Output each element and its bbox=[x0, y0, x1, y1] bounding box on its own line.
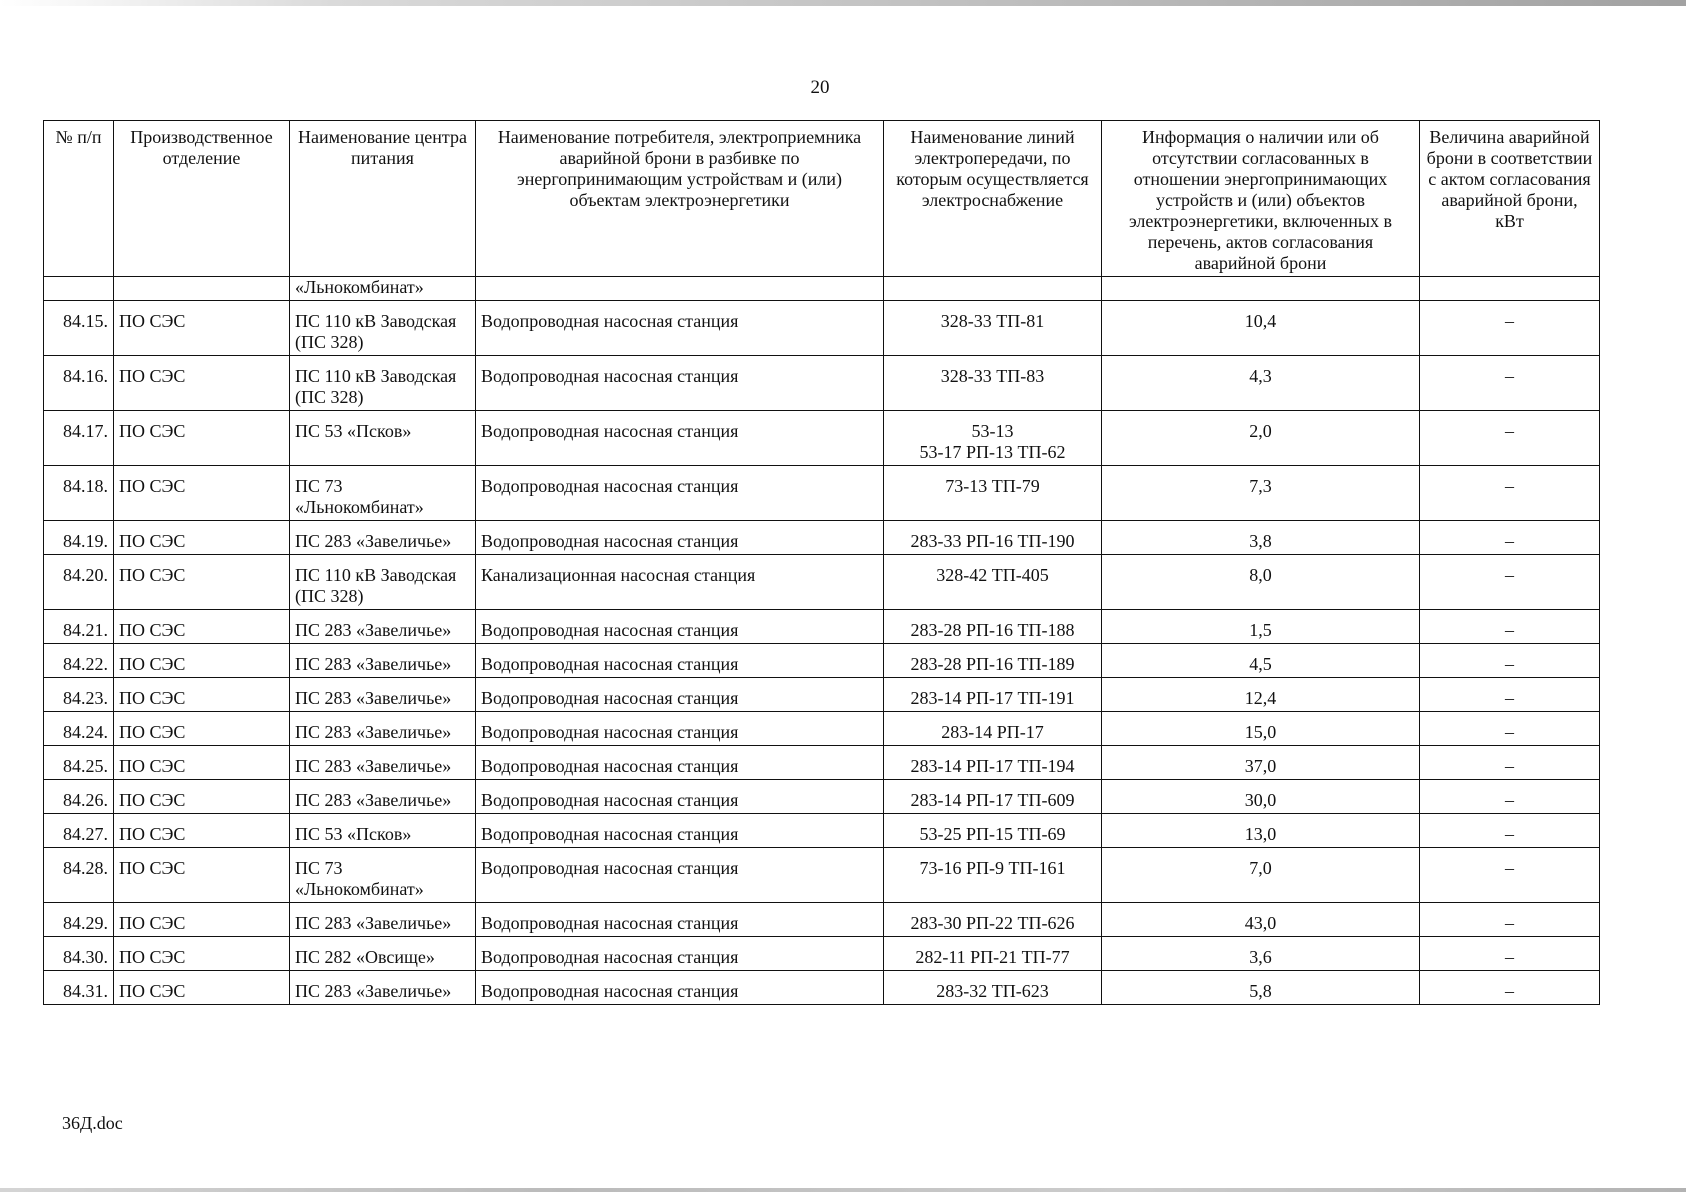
cell-num: 84.29. bbox=[44, 903, 114, 937]
cell-value: – bbox=[1420, 712, 1600, 746]
continuation-row bbox=[44, 277, 1600, 301]
cell-num: 84.15. bbox=[44, 301, 114, 356]
cell-dept: ПО СЭС bbox=[114, 814, 290, 848]
cell-num: 84.28. bbox=[44, 848, 114, 903]
cell-dept: ПО СЭС bbox=[114, 712, 290, 746]
cell-value: – bbox=[1420, 746, 1600, 780]
cell-value: – bbox=[1420, 610, 1600, 644]
cell-consumer: Водопроводная насосная станция bbox=[476, 780, 884, 814]
cell-center: ПС 283 «Завеличье» bbox=[290, 610, 476, 644]
cell-info: 8,0 bbox=[1102, 555, 1420, 610]
cell-consumer: Водопроводная насосная станция bbox=[476, 848, 884, 903]
cell-lines: 283-14 РП-17 bbox=[884, 712, 1102, 746]
cell-dept: ПО СЭС bbox=[114, 746, 290, 780]
cell-value: – bbox=[1420, 555, 1600, 610]
cell-consumer: Водопроводная насосная станция bbox=[476, 814, 884, 848]
cell-consumer: Водопроводная насосная станция bbox=[476, 937, 884, 971]
cell-dept: ПО СЭС bbox=[114, 937, 290, 971]
table-row bbox=[44, 301, 1600, 356]
table-row bbox=[44, 356, 1600, 411]
table-row bbox=[44, 971, 1600, 1005]
cell-dept: ПО СЭС bbox=[114, 411, 290, 466]
cell-center: ПС 110 кВ Заводская (ПС 328) bbox=[290, 301, 476, 356]
cell-num: 84.20. bbox=[44, 555, 114, 610]
cell-center: ПС 283 «Завеличье» bbox=[290, 780, 476, 814]
cell-lines: 53-25 РП-15 ТП-69 bbox=[884, 814, 1102, 848]
header-value: Величина аварийной брони в соответствии с актом согласования аварийной брони, кВт bbox=[1420, 121, 1600, 277]
cell-lines: 283-30 РП-22 ТП-626 bbox=[884, 903, 1102, 937]
cell-info: 3,6 bbox=[1102, 937, 1420, 971]
cell-center: ПС 73 «Льнокомбинат» bbox=[290, 848, 476, 903]
continuation-center: «Льнокомбинат» bbox=[290, 277, 476, 301]
cell-dept: ПО СЭС bbox=[114, 903, 290, 937]
cell-lines: 283-28 РП-16 ТП-188 bbox=[884, 610, 1102, 644]
cell-consumer: Водопроводная насосная станция bbox=[476, 610, 884, 644]
cell-dept: ПО СЭС bbox=[114, 780, 290, 814]
cell-num: 84.31. bbox=[44, 971, 114, 1005]
cell-dept: ПО СЭС bbox=[114, 466, 290, 521]
cell-dept: ПО СЭС bbox=[114, 610, 290, 644]
cell-info: 10,4 bbox=[1102, 301, 1420, 356]
cell-lines: 283-14 РП-17 ТП-609 bbox=[884, 780, 1102, 814]
cell-value: – bbox=[1420, 644, 1600, 678]
table-row bbox=[44, 411, 1600, 466]
header-dept: Производственное отделение bbox=[114, 121, 290, 277]
cell-info: 15,0 bbox=[1102, 712, 1420, 746]
cell-center: ПС 283 «Завеличье» bbox=[290, 971, 476, 1005]
cell-dept: ПО СЭС bbox=[114, 848, 290, 903]
cell-center: ПС 53 «Псков» bbox=[290, 814, 476, 848]
cell-num: 84.23. bbox=[44, 678, 114, 712]
page-number: 20 bbox=[810, 77, 830, 98]
cell-consumer: Водопроводная насосная станция bbox=[476, 971, 884, 1005]
header-lines: Наименование линий электропередачи, по которым осуществляется электроснабжение bbox=[884, 121, 1102, 277]
table-row bbox=[44, 610, 1600, 644]
cell-center: ПС 283 «Завеличье» bbox=[290, 903, 476, 937]
cell-consumer: Водопроводная насосная станция bbox=[476, 712, 884, 746]
cell-info: 3,8 bbox=[1102, 521, 1420, 555]
cell-center: ПС 283 «Завеличье» bbox=[290, 644, 476, 678]
cell-consumer: Водопроводная насосная станция bbox=[476, 411, 884, 466]
table-row bbox=[44, 466, 1600, 521]
cell-num: 84.22. bbox=[44, 644, 114, 678]
cell-num: 84.21. bbox=[44, 610, 114, 644]
header-consumer: Наименование потребителя, электроприемника аварийной брони в разбивке по энергопринимающим устройствам и (или) объектам электроэнергетики bbox=[476, 121, 884, 277]
cell-value: – bbox=[1420, 356, 1600, 411]
cell-consumer: Водопроводная насосная станция bbox=[476, 903, 884, 937]
table-row bbox=[44, 937, 1600, 971]
cell-num: 84.30. bbox=[44, 937, 114, 971]
cell-value: – bbox=[1420, 937, 1600, 971]
cell-center: ПС 283 «Завеличье» bbox=[290, 521, 476, 555]
cell-value: – bbox=[1420, 814, 1600, 848]
cell-value: – bbox=[1420, 411, 1600, 466]
table-row bbox=[44, 848, 1600, 903]
cell-consumer: Водопроводная насосная станция bbox=[476, 644, 884, 678]
cell-dept: ПО СЭС bbox=[114, 356, 290, 411]
cell-num: 84.18. bbox=[44, 466, 114, 521]
cell-info: 12,4 bbox=[1102, 678, 1420, 712]
cell-info: 37,0 bbox=[1102, 746, 1420, 780]
cell-lines: 53-13 53-17 РП-13 ТП-62 bbox=[884, 411, 1102, 466]
cell-lines: 282-11 РП-21 ТП-77 bbox=[884, 937, 1102, 971]
table-row bbox=[44, 746, 1600, 780]
cell-value: – bbox=[1420, 780, 1600, 814]
cell-info: 13,0 bbox=[1102, 814, 1420, 848]
cell-center: ПС 110 кВ Заводская (ПС 328) bbox=[290, 555, 476, 610]
cell-consumer: Водопроводная насосная станция bbox=[476, 521, 884, 555]
cell-lines: 328-33 ТП-83 bbox=[884, 356, 1102, 411]
cell-dept: ПО СЭС bbox=[114, 555, 290, 610]
cell-value: – bbox=[1420, 848, 1600, 903]
table-row bbox=[44, 903, 1600, 937]
table-row bbox=[44, 814, 1600, 848]
table-row bbox=[44, 712, 1600, 746]
cell-value: – bbox=[1420, 971, 1600, 1005]
cell-value: – bbox=[1420, 301, 1600, 356]
cell-dept: ПО СЭС bbox=[114, 521, 290, 555]
cell-dept: ПО СЭС bbox=[114, 644, 290, 678]
cell-value: – bbox=[1420, 903, 1600, 937]
cell-lines: 73-13 ТП-79 bbox=[884, 466, 1102, 521]
header-num: № п/п bbox=[44, 121, 114, 277]
cell-lines: 283-33 РП-16 ТП-190 bbox=[884, 521, 1102, 555]
cell-num: 84.24. bbox=[44, 712, 114, 746]
cell-consumer: Водопроводная насосная станция bbox=[476, 356, 884, 411]
scan-edge-top bbox=[0, 0, 1686, 6]
cell-consumer: Водопроводная насосная станция bbox=[476, 466, 884, 521]
cell-center: ПС 283 «Завеличье» bbox=[290, 678, 476, 712]
cell-info: 30,0 bbox=[1102, 780, 1420, 814]
cell-consumer: Водопроводная насосная станция bbox=[476, 746, 884, 780]
cell-num: 84.27. bbox=[44, 814, 114, 848]
cell-info: 4,5 bbox=[1102, 644, 1420, 678]
cell-lines: 283-28 РП-16 ТП-189 bbox=[884, 644, 1102, 678]
cell-lines: 328-33 ТП-81 bbox=[884, 301, 1102, 356]
table-row bbox=[44, 678, 1600, 712]
cell-info: 4,3 bbox=[1102, 356, 1420, 411]
emergency-reserve-table bbox=[43, 120, 1600, 1005]
cell-num: 84.16. bbox=[44, 356, 114, 411]
cell-value: – bbox=[1420, 521, 1600, 555]
scan-edge-bottom bbox=[0, 1188, 1686, 1192]
cell-center: ПС 53 «Псков» bbox=[290, 411, 476, 466]
cell-lines: 328-42 ТП-405 bbox=[884, 555, 1102, 610]
cell-info: 1,5 bbox=[1102, 610, 1420, 644]
cell-consumer: Водопроводная насосная станция bbox=[476, 301, 884, 356]
cell-lines: 283-14 РП-17 ТП-191 bbox=[884, 678, 1102, 712]
table-row bbox=[44, 644, 1600, 678]
cell-center: ПС 110 кВ Заводская (ПС 328) bbox=[290, 356, 476, 411]
cell-center: ПС 283 «Завеличье» bbox=[290, 712, 476, 746]
cell-info: 7,0 bbox=[1102, 848, 1420, 903]
cell-num: 84.19. bbox=[44, 521, 114, 555]
cell-consumer: Канализационная насосная станция bbox=[476, 555, 884, 610]
table-row bbox=[44, 780, 1600, 814]
cell-consumer: Водопроводная насосная станция bbox=[476, 678, 884, 712]
cell-lines: 283-14 РП-17 ТП-194 bbox=[884, 746, 1102, 780]
header-center: Наименование центра питания bbox=[290, 121, 476, 277]
table-header-row bbox=[44, 121, 1600, 277]
table-row bbox=[44, 521, 1600, 555]
cell-num: 84.26. bbox=[44, 780, 114, 814]
cell-value: – bbox=[1420, 678, 1600, 712]
cell-dept: ПО СЭС bbox=[114, 678, 290, 712]
header-info: Информация о наличии или об отсутствии согласованных в отношении энергопринимающих устройств и (или) объектов электроэнергетики, включенных в перечень, актов согласования аварийной брони bbox=[1102, 121, 1420, 277]
cell-lines: 73-16 РП-9 ТП-161 bbox=[884, 848, 1102, 903]
cell-info: 5,8 bbox=[1102, 971, 1420, 1005]
cell-center: ПС 282 «Овсище» bbox=[290, 937, 476, 971]
table-row bbox=[44, 555, 1600, 610]
cell-dept: ПО СЭС bbox=[114, 301, 290, 356]
cell-center: ПС 73 «Льнокомбинат» bbox=[290, 466, 476, 521]
cell-num: 84.17. bbox=[44, 411, 114, 466]
cell-dept: ПО СЭС bbox=[114, 971, 290, 1005]
cell-info: 2,0 bbox=[1102, 411, 1420, 466]
cell-num: 84.25. bbox=[44, 746, 114, 780]
cell-center: ПС 283 «Завеличье» bbox=[290, 746, 476, 780]
cell-info: 7,3 bbox=[1102, 466, 1420, 521]
footer-filename: 36Д.doc bbox=[62, 1113, 123, 1133]
cell-lines: 283-32 ТП-623 bbox=[884, 971, 1102, 1005]
cell-value: – bbox=[1420, 466, 1600, 521]
cell-info: 43,0 bbox=[1102, 903, 1420, 937]
